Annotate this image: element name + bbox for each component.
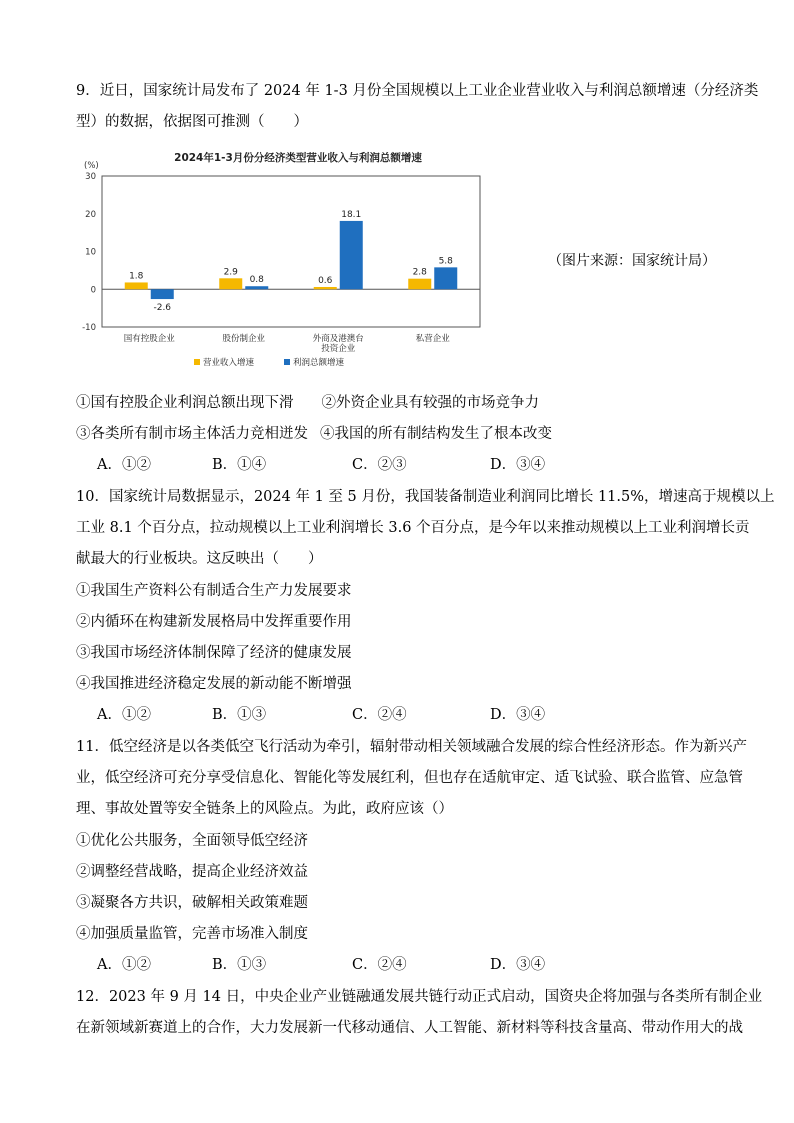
y-tick-label: -10 — [82, 323, 96, 333]
q10-option-c[interactable]: C．②④ — [352, 707, 407, 723]
bar-revenue — [219, 278, 242, 289]
q10-item-3: ③我国市场经济体制保障了经济的健康发展 — [76, 645, 352, 661]
q11-option-d[interactable]: D．③④ — [490, 957, 546, 973]
q10-option-d[interactable]: D．③④ — [490, 707, 546, 723]
legend-label: 营业收入增速 — [203, 358, 255, 368]
data-label: 0.8 — [249, 275, 264, 286]
q9-item-3: ③各类所有制市场主体活力竞相迸发 — [76, 426, 308, 442]
q10-item-1: ①我国生产资料公有制适合生产力发展要求 — [76, 583, 352, 599]
bar-profit — [151, 289, 174, 299]
q9-items-line2 — [76, 419, 720, 450]
q9-stem-line2: 型）的数据，依据图可推测（ ） — [76, 114, 308, 130]
q11-stem-line1: 11．低空经济是以各类低空飞行活动为牵引，辐射带动相关领域融合发展的综合性经济形态。作为新兴产 — [76, 739, 747, 755]
q9-options — [97, 450, 697, 481]
q11-option-a[interactable]: A．①② — [97, 957, 151, 973]
q9-item-2: ②外资企业具有较强的市场竞争力 — [321, 395, 539, 411]
q11-item-2: ②调整经营战略，提高企业经济效益 — [76, 864, 308, 880]
q11-item-3: ③凝聚各方共识，破解相关政策难题 — [76, 895, 308, 911]
q10-stem-line2: 工业 8.1 个百分点，拉动规模以上工业利润增长 3.6 个百分点，是今年以来推动规模以上工业利润增长贡 — [76, 520, 750, 536]
data-label: 2.9 — [223, 267, 238, 278]
data-label: -2.6 — [153, 303, 172, 314]
q10-options — [97, 700, 697, 731]
q11-item-1: ①优化公共服务，全面领导低空经济 — [76, 833, 308, 849]
bar-revenue — [408, 279, 431, 290]
q11-option-b[interactable]: B．①③ — [212, 957, 267, 973]
x-tick-label: 股份制企业 — [222, 334, 266, 344]
q10-item-2: ②内循环在构建新发展格局中发挥重要作用 — [76, 614, 352, 630]
q9-chart — [78, 146, 488, 374]
y-tick-label: 10 — [85, 247, 96, 258]
y-axis-unit: (%) — [84, 161, 99, 171]
x-tick-label: 国有控股企业 — [123, 334, 175, 344]
q11-stem-line2: 业，低空经济可充分享受信息化、智能化等发展红利，但也存在适航审定、适飞试验、联合监管、应急管 — [76, 770, 743, 786]
bar-revenue — [125, 282, 148, 289]
q10-stem-line1: 10．国家统计局数据显示，2024 年 1 至 5 月份，我国装备制造业利润同比增长 11.5%，增速高于规模以上 — [76, 489, 775, 505]
q9-option-a[interactable]: A．①② — [97, 457, 151, 473]
legend-swatch — [194, 359, 200, 365]
q9-item-1: ①国有控股企业利润总额出现下滑 — [76, 395, 294, 411]
legend-label: 利润总额增速 — [293, 358, 345, 368]
q9-item-4: ④我国的所有制结构发生了根本改变 — [320, 426, 552, 442]
q9-stem-line1: 9．近日，国家统计局发布了 2024 年 1-3 月份全国规模以上工业企业营业收入与利润总额增速（分经济类 — [76, 83, 759, 99]
y-tick-label: 0 — [90, 285, 96, 296]
q11-stem-line3: 理、事故处置等安全链条上的风险点。为此，政府应该（） — [76, 801, 453, 817]
q9-option-d[interactable]: D．③④ — [490, 457, 546, 473]
q11-options — [97, 950, 697, 981]
q12-stem-line2: 在新领域新赛道上的合作，大力发展新一代移动通信、人工智能、新材料等科技含量高、带动作用大的战 — [76, 1020, 743, 1036]
chart-title: 2024年1-3月份分经济类型营业收入与利润总额增速 — [174, 152, 422, 164]
data-label: 5.8 — [438, 256, 453, 267]
data-label: 2.8 — [412, 267, 427, 278]
q10-option-b[interactable]: B．①③ — [212, 707, 267, 723]
q10-stem-line3: 献最大的行业板块。这反映出（ ） — [76, 551, 323, 567]
y-tick-label: 30 — [85, 172, 96, 182]
legend-swatch — [284, 359, 290, 365]
q9-option-b[interactable]: B．①④ — [212, 457, 267, 473]
q10-item-4: ④我国推进经济稳定发展的新动能不断增强 — [76, 676, 352, 692]
data-label: 0.6 — [318, 275, 333, 286]
q11-item-4: ④加强质量监管，完善市场准入制度 — [76, 926, 308, 942]
x-tick-label: 投资企业 — [321, 344, 356, 354]
q9-items-line1 — [76, 388, 720, 419]
x-tick-label: 外商及港澳台 — [312, 334, 364, 344]
q12-stem-line1: 12．2023 年 9 月 14 日，中央企业产业链融通发展共链行动正式启动，国资央企将加强与各类所有制企业 — [76, 989, 763, 1005]
bar-profit — [245, 286, 268, 289]
image-source-note: （图片来源：国家统计局） — [548, 253, 716, 269]
bar-profit — [434, 267, 457, 289]
data-label: 1.8 — [129, 271, 144, 282]
bar-revenue — [314, 287, 337, 289]
q10-option-a[interactable]: A．①② — [97, 707, 151, 723]
data-label: 18.1 — [341, 209, 362, 220]
q9-option-c[interactable]: C．②③ — [352, 457, 407, 473]
bar-chart-svg — [78, 146, 488, 374]
bar-profit — [340, 221, 363, 289]
q11-option-c[interactable]: C．②④ — [352, 957, 407, 973]
y-tick-label: 20 — [85, 209, 96, 220]
x-tick-label: 私营企业 — [415, 334, 450, 344]
